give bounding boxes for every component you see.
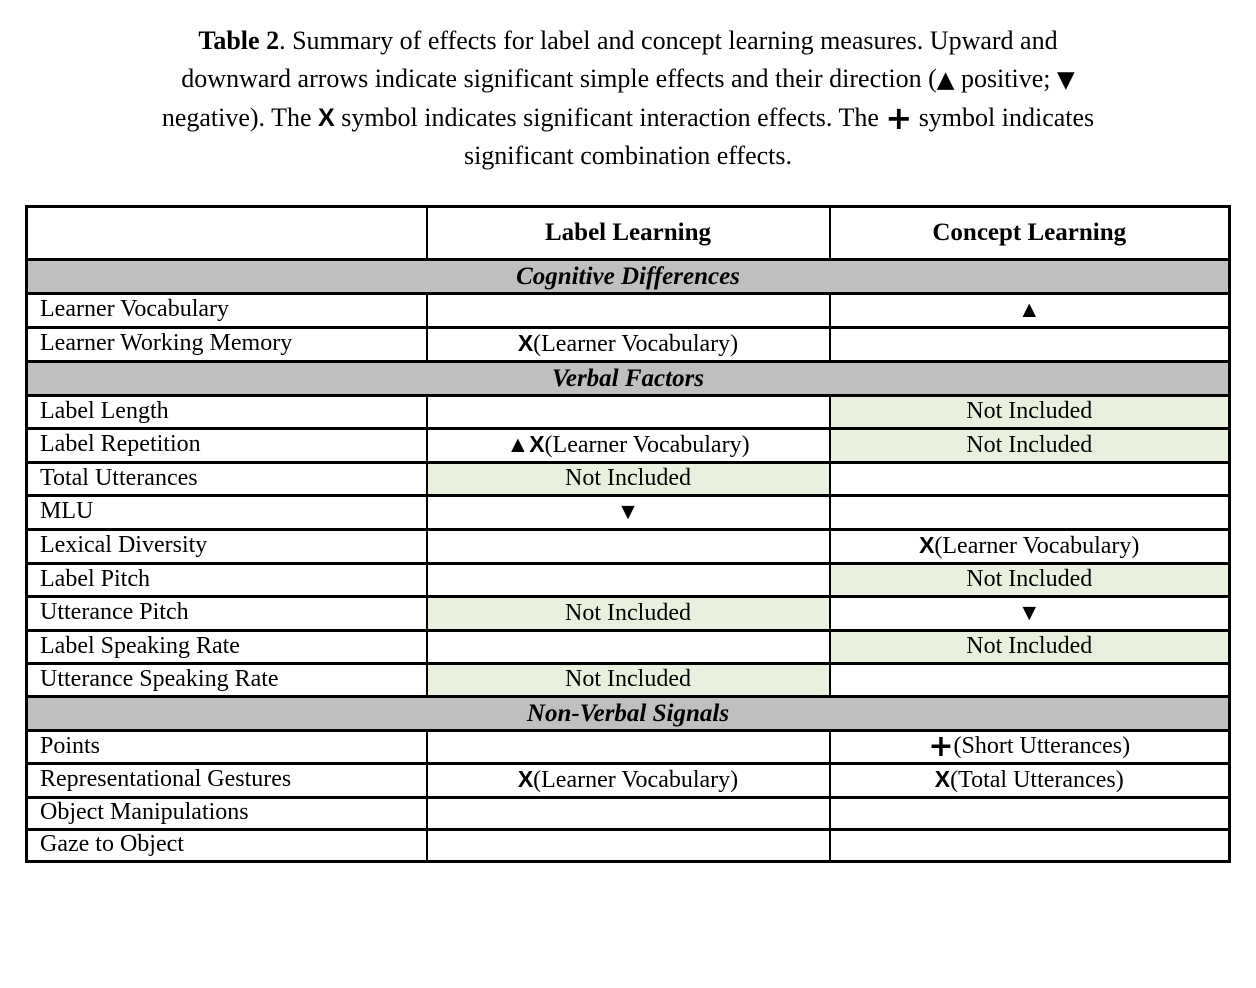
table-row <box>27 530 1230 564</box>
table-row <box>27 496 1230 530</box>
caption-line <box>28 60 1228 99</box>
table-row <box>27 664 1230 697</box>
empty-header-cell <box>27 207 427 260</box>
table-row <box>27 731 1230 764</box>
concept-learning-cell <box>830 798 1230 830</box>
section-row <box>27 362 1230 396</box>
row-label: Representational Gestures <box>27 764 427 798</box>
concept-learning-cell <box>830 731 1230 764</box>
row-label: Label Speaking Rate <box>27 631 427 664</box>
row-label: Lexical Diversity <box>27 530 427 564</box>
concept-learning-cell <box>830 830 1230 862</box>
cell-text: (Learner Vocabulary) <box>544 432 750 458</box>
down-arrow-symbol-icon: ▼ <box>616 498 640 524</box>
table-body <box>27 260 1230 862</box>
interaction-x-symbol-icon: X <box>517 766 534 792</box>
section-row <box>27 697 1230 731</box>
cell-text: Not Included <box>565 666 691 692</box>
table-row <box>27 396 1230 429</box>
combination-cross-symbol-icon: + <box>928 730 954 764</box>
cell-text: Not Included <box>966 398 1093 424</box>
concept-learning-cell <box>830 631 1230 664</box>
row-label: Label Length <box>27 396 427 429</box>
cell-text: (Learner Vocabulary) <box>533 331 739 357</box>
label-learning-cell <box>427 328 830 362</box>
label-learning-cell <box>427 496 830 530</box>
table-caption <box>28 0 1228 175</box>
concept-learning-cell <box>830 564 1230 597</box>
concept-learning-cell <box>830 328 1230 362</box>
concept-learning-cell <box>830 496 1230 530</box>
concept-learning-cell <box>830 664 1230 697</box>
caption-text: . Summary of effects for label and concept learning measures. Upward and <box>279 26 1058 55</box>
table-row <box>27 294 1230 328</box>
row-label: Utterance Speaking Rate <box>27 664 427 697</box>
cell-text: Not Included <box>565 465 691 491</box>
label-learning-cell <box>427 396 830 429</box>
cell-text: (Learner Vocabulary) <box>533 767 739 793</box>
table-row <box>27 564 1230 597</box>
caption-text: symbol indicates <box>912 103 1095 132</box>
caption-label: Table 2 <box>198 26 280 55</box>
table-row <box>27 328 1230 362</box>
table-row <box>27 764 1230 798</box>
arrow-symbol-icon: ▼ <box>1057 67 1075 93</box>
concept-learning-cell <box>830 463 1230 496</box>
interaction-x-symbol-icon: X <box>919 532 935 558</box>
cell-text: Not Included <box>966 566 1093 592</box>
cell-text: (Short Utterances) <box>953 733 1131 759</box>
concept-learning-cell <box>830 396 1230 429</box>
cell-text: Not Included <box>966 633 1093 659</box>
table-row <box>27 798 1230 830</box>
row-label: Utterance Pitch <box>27 597 427 631</box>
label-learning-cell <box>427 764 830 798</box>
label-learning-cell <box>427 798 830 830</box>
label-learning-cell <box>427 664 830 697</box>
concept-learning-cell <box>830 294 1230 328</box>
label-learning-cell <box>427 429 830 463</box>
caption-text: significant combination effects. <box>463 141 793 170</box>
interaction-x-symbol-icon: X <box>517 330 534 356</box>
row-label: Points <box>27 731 427 764</box>
table-row <box>27 429 1230 463</box>
row-label: Total Utterances <box>27 463 427 496</box>
row-label: Learner Working Memory <box>27 328 427 362</box>
interaction-x-symbol-icon: X <box>934 766 951 792</box>
cell-text: Not Included <box>565 599 691 626</box>
caption-text: symbol indicates significant interaction effects. The <box>334 103 886 132</box>
label-learning-cell <box>427 830 830 862</box>
concept-learning-cell <box>830 597 1230 631</box>
caption-line <box>28 99 1228 137</box>
concept-learning-cell <box>830 429 1230 463</box>
concept-learning-header: Concept Learning <box>830 207 1230 260</box>
interaction-x-symbol-icon: X <box>318 104 335 132</box>
label-learning-cell <box>427 631 830 664</box>
table-row <box>27 597 1230 631</box>
combination-cross-symbol-icon: + <box>885 99 913 137</box>
row-label: Learner Vocabulary <box>27 294 427 328</box>
label-learning-cell <box>427 597 830 631</box>
caption-line <box>28 22 1228 60</box>
label-learning-cell <box>427 530 830 564</box>
row-label: Label Pitch <box>27 564 427 597</box>
row-label: Label Repetition <box>27 429 427 463</box>
section-header: Verbal Factors <box>27 362 1230 396</box>
cell-text: (Learner Vocabulary) <box>934 533 1140 559</box>
label-learning-cell <box>427 294 830 328</box>
header-row <box>27 207 1230 260</box>
label-learning-cell <box>427 463 830 496</box>
row-label: Gaze to Object <box>27 830 427 862</box>
concept-learning-cell <box>830 764 1230 798</box>
label-learning-cell <box>427 564 830 597</box>
caption-text: positive; <box>954 64 1057 93</box>
table-row <box>27 830 1230 862</box>
up-arrow-symbol-icon: ▲ <box>1017 296 1041 322</box>
label-learning-cell <box>427 731 830 764</box>
row-label: Object Manipulations <box>27 798 427 830</box>
table-row <box>27 463 1230 496</box>
down-arrow-symbol-icon: ▼ <box>1017 599 1041 625</box>
cell-text: (Total Utterances) <box>950 767 1124 793</box>
table-row <box>27 631 1230 664</box>
concept-learning-cell <box>830 530 1230 564</box>
effects-table <box>25 205 1231 863</box>
section-row <box>27 260 1230 294</box>
caption-text: downward arrows indicate significant simple effects and their direction ( <box>181 64 937 93</box>
cell-text: Not Included <box>966 431 1093 458</box>
label-learning-header: Label Learning <box>427 207 830 260</box>
section-header: Cognitive Differences <box>27 260 1230 294</box>
section-header: Non-Verbal Signals <box>27 697 1230 731</box>
row-label: MLU <box>27 496 427 530</box>
caption-text: negative). The <box>161 103 319 132</box>
caption-line <box>28 137 1228 175</box>
arrow-symbol-icon: ▲ <box>936 67 955 93</box>
up-arrow-and-interaction-x-symbol-icon: ▲X <box>506 431 545 457</box>
